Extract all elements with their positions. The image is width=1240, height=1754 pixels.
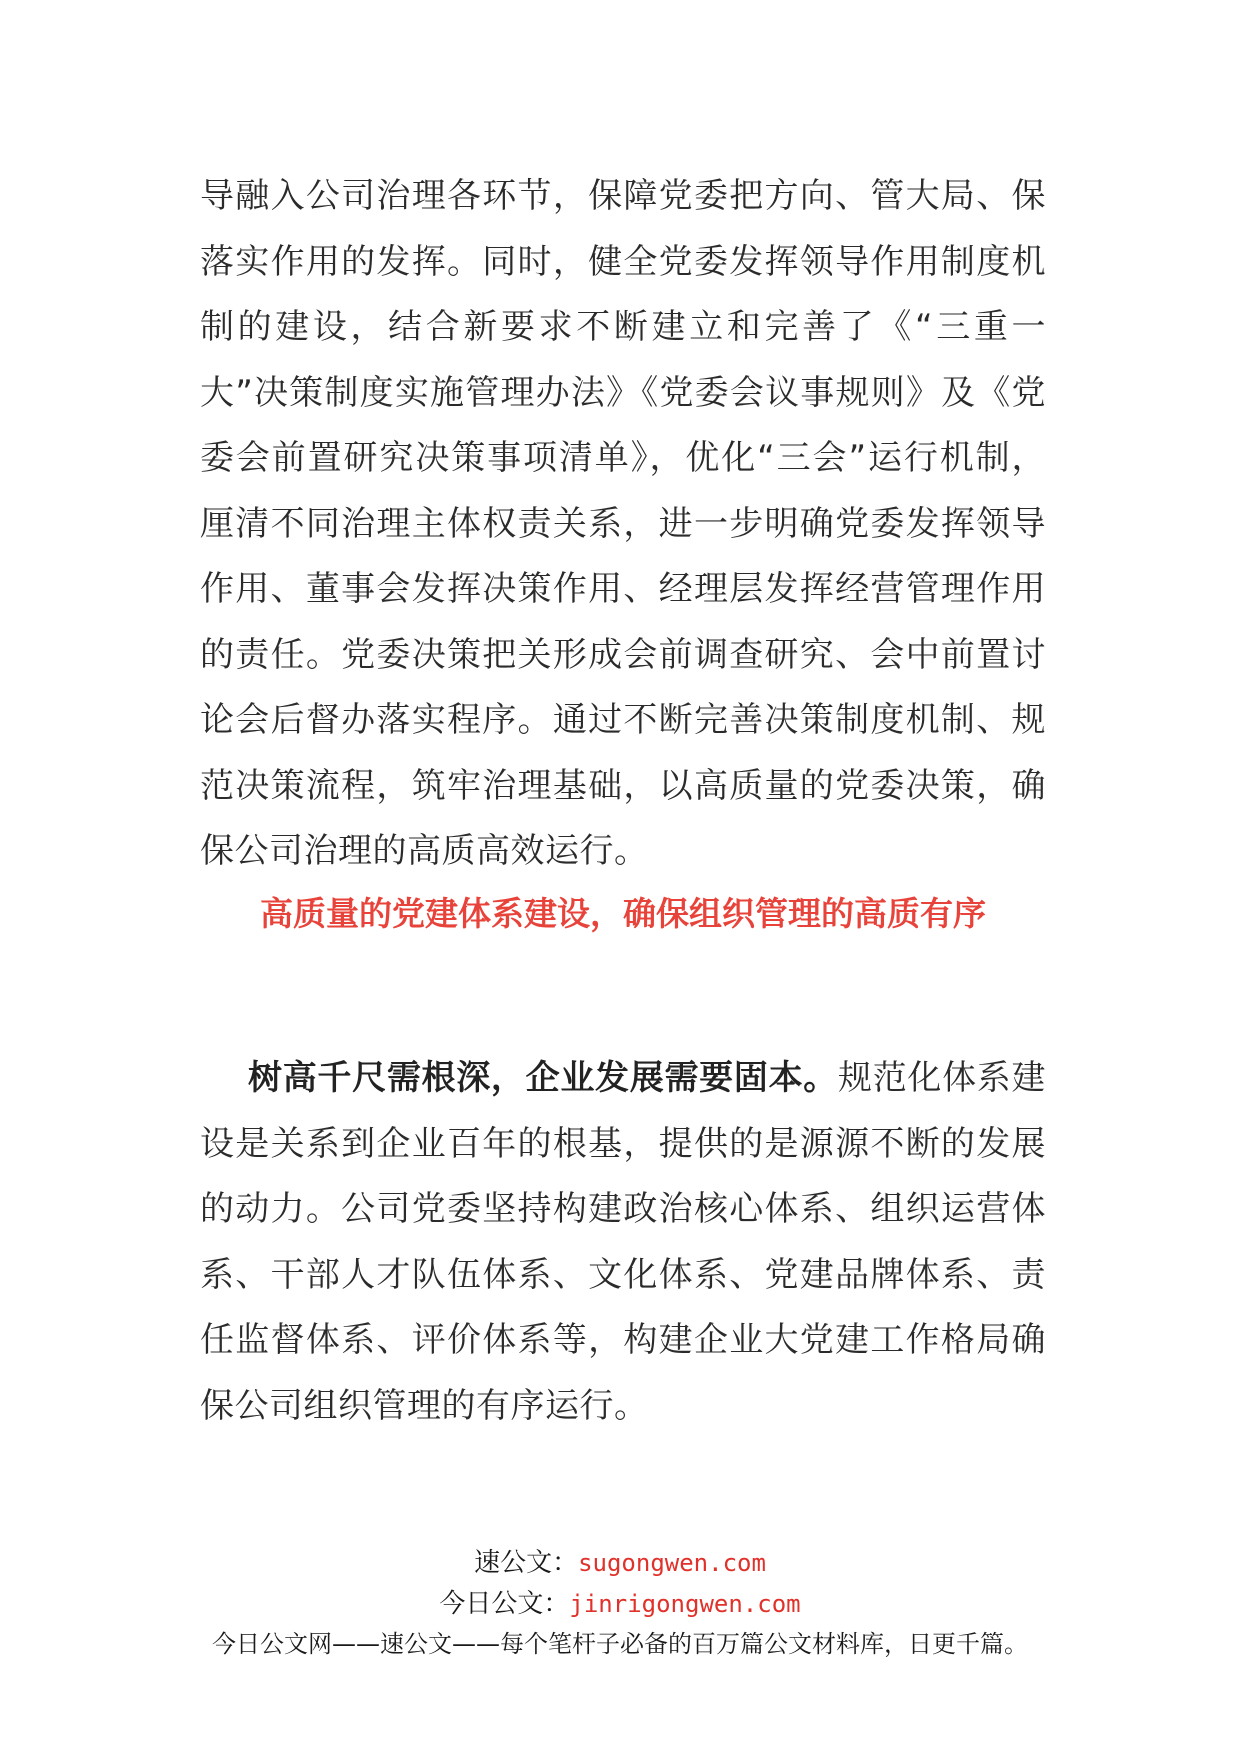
body-paragraph: 导融入公司治理各环节，保障党委把方向、管大局、保落实作用的发挥。同时，健全党委发挥领导作用制度机制的建设，结合新要求不断建立和完善了《“三重一大”决策制度实施管理办法》《党委会议事规则》及《党委会前置研究决策事项清单》，优化“三会”运行机制，厘清不同治理主体权责关系，进一步明确党委发挥领导作用、董事会发挥决策作用、经理层发挥经营管理作用的责任。党委决策把关形成会前调查研究、会中前置讨论会后督办落实程序。通过不断完善决策制度机制、规范决策流程，筑牢治理基础，以高质量的党委决策，确保公司治理的高质高效运行。 xyxy=(200,176,1046,871)
footer-site-line xyxy=(0,1545,1240,1581)
footer-site-url[interactable]: jinrigongwen.com xyxy=(569,1590,801,1618)
paragraph-lead-sentence: 树高千尺需根深，企业发展需要固本。 xyxy=(248,1058,838,1098)
footer-site-label: 今日公文： xyxy=(439,1589,570,1619)
body-paragraph xyxy=(200,1046,1046,1439)
footer-site-label: 速公文： xyxy=(474,1548,579,1578)
paragraph-body-text: 规范化体系建设是关系到企业百年的根基，提供的是源源不断的发展的动力。公司党委坚持构建政治核心体系、组织运营体系、干部人才队伍体系、文化体系、党建品牌体系、责任监督体系、评价体系等，构建企业大党建工作格局确保公司组织管理的有序运行。 xyxy=(200,1058,1047,1426)
footer-site-url[interactable]: sugongwen.com xyxy=(578,1549,766,1577)
footer-site-line xyxy=(0,1586,1240,1622)
section-heading: 高质量的党建体系建设，确保组织管理的高质有序 xyxy=(260,894,986,933)
footer-slogan: 今日公文网——速公文——每个笔杆子必备的百万篇公文材料库，日更千篇。 xyxy=(212,1630,1028,1658)
